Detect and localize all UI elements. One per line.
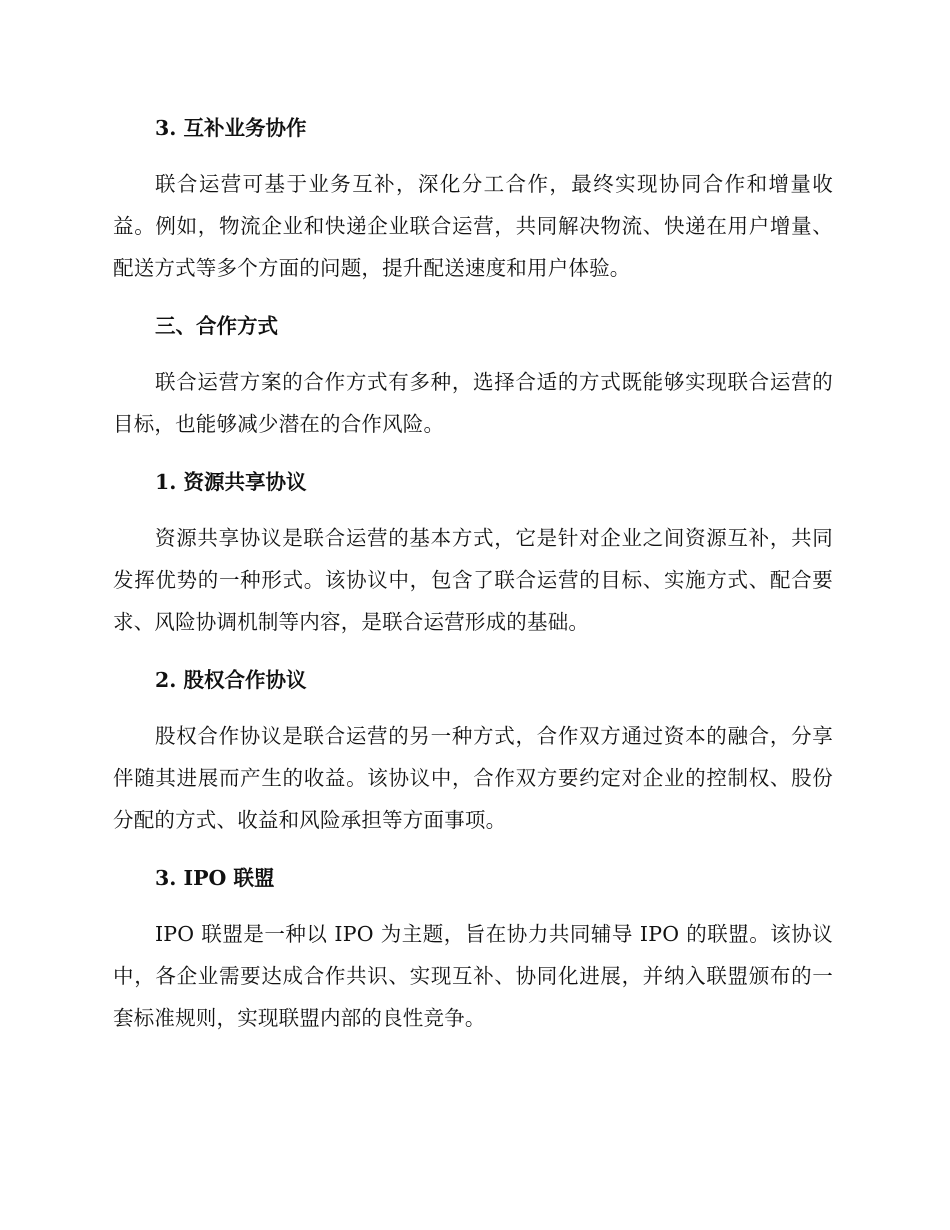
- section-paragraph-complementary-business: 联合运营可基于业务互补，深化分工合作，最终实现协同合作和增量收益。例如，物流企业和快递企业联合运营，共同解决物流、快递在用户增量、配送方式等多个方面的问题，提升配送速度和用户体验。: [113, 172, 833, 280]
- section-heading-cooperation-methods: 三、合作方式: [155, 314, 278, 338]
- section-paragraph-equity-cooperation: 股权合作协议是联合运营的另一种方式，合作双方通过资本的融合，分享伴随其进展而产生的收益。该协议中，合作双方要约定对企业的控制权、股份分配的方式、收益和风险承担等方面事项。: [113, 724, 833, 832]
- document-body: [113, 108, 833, 1056]
- section-paragraph-resource-sharing: 资源共享协议是联合运营的基本方式，它是针对企业之间资源互补，共同发挥优势的一种形式。该协议中，包含了联合运营的目标、实施方式、配合要求、风险协调机制等内容，是联合运营形成的基础。: [113, 526, 833, 634]
- section-heading-equity-cooperation: 2. 股权合作协议: [155, 668, 307, 692]
- section-heading-complementary-business: 3. 互补业务协作: [155, 116, 307, 140]
- section-heading-ipo-alliance: 3. IPO 联盟: [155, 866, 275, 890]
- section-heading-resource-sharing: 1. 资源共享协议: [155, 470, 307, 494]
- section-paragraph-cooperation-methods: 联合运营方案的合作方式有多种，选择合适的方式既能够实现联合运营的目标，也能够减少潜在的合作风险。: [113, 370, 833, 436]
- section-paragraph-ipo-alliance: IPO 联盟是一种以 IPO 为主题，旨在协力共同辅导 IPO 的联盟。该协议中，各企业需要达成合作共识、实现互补、协同化进展，并纳入联盟颁布的一套标准规则，实现联盟内部的良性竞争。: [113, 922, 833, 1030]
